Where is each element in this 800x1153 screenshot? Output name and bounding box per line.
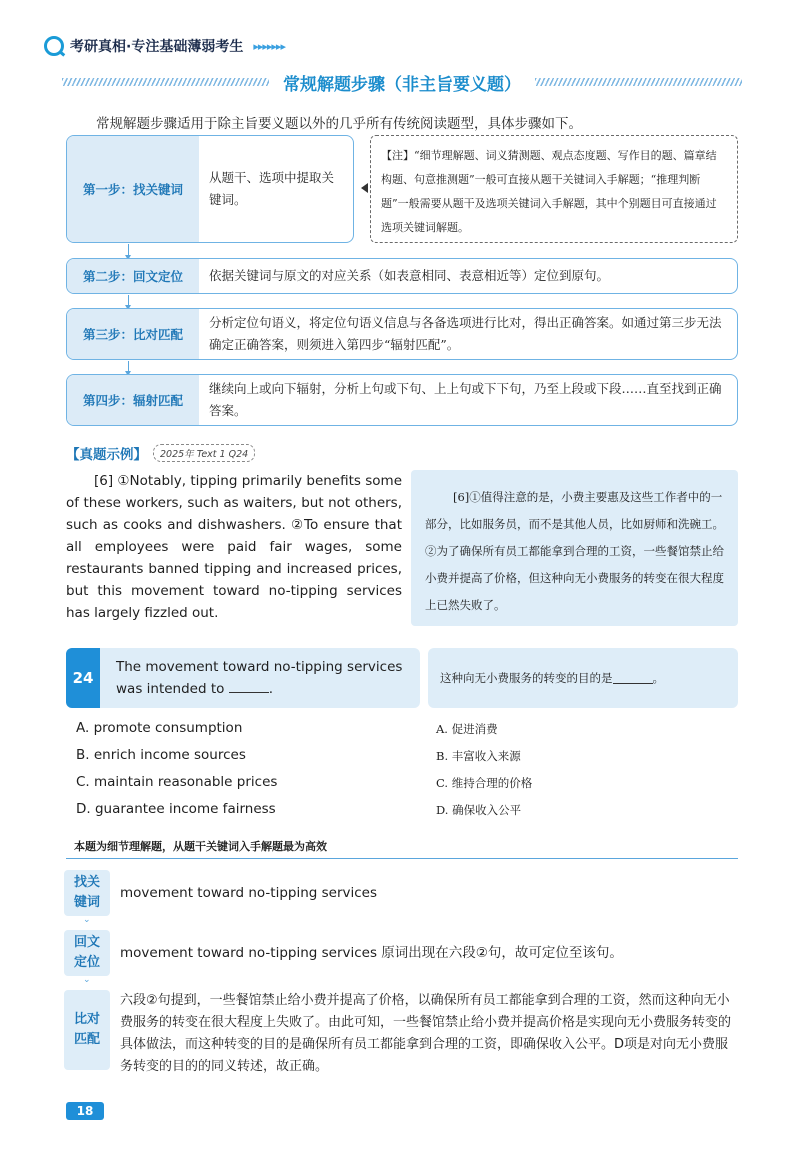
arrows-icon: ▸▸▸▸▸▸▸ bbox=[253, 39, 285, 53]
answer-blank bbox=[229, 680, 269, 694]
passage-english: [6] ①Notably, tipping primarily benefits some of these workers, such as waiters, but not others, such as cooks and dishwashers. ②To ensure that all employees were paid fair wages, some restaurants banned tipping and increased prices, but this movement toward no-tipping services has largely fizzled out. bbox=[66, 473, 402, 621]
label-line: 键词 bbox=[73, 895, 100, 910]
step-label: 第三步：比对匹配 bbox=[67, 309, 199, 359]
stem-end: . bbox=[268, 681, 273, 697]
option-d: D. guarantee income fairness bbox=[76, 801, 276, 817]
option-a: A. promote consumption bbox=[76, 720, 243, 736]
analysis-text: 六段②句提到，一些餐馆禁止给小费并提高了价格，以确保所有员工都能拿到合理的工资，然而这种向无小费服务的转变在很大程度上失败了。由此可知，一些餐馆禁止给小费并提高价格是实现向无小费服务转变的具体做法，而这种转变的目的是确保所有员工都能拿到合理的工资，即确保收入公平。D项是对向无小费服务转变的目的的同义转述，故正确。 bbox=[120, 993, 732, 1074]
step-1 bbox=[66, 135, 354, 243]
step-4 bbox=[66, 374, 738, 426]
intro-text: 常规解题步骤适用于除主旨要义题以外的几乎所有传统阅读题型，具体步骤如下。 bbox=[96, 116, 582, 132]
label-line: 比对 bbox=[73, 1012, 100, 1027]
step-label: 第四步：辐射匹配 bbox=[67, 375, 199, 425]
remark-text: 本题为细节理解题，从题干关键词入手解题最为高效 bbox=[74, 840, 327, 853]
step-text: 依据关键词与原文的对应关系（如表意相同、表意相近等）定位到原句。 bbox=[209, 268, 610, 283]
brand-logo-icon bbox=[44, 36, 64, 56]
question-stem-chinese bbox=[428, 648, 738, 708]
step-text: 分析定位句语义，将定位句语义信息与各备选项进行比对，得出正确答案。如通过第三步无法确定正确答案，则须进入第四步“辐射匹配”。 bbox=[209, 315, 722, 352]
page-header bbox=[44, 36, 285, 56]
option-d-cn: D. 确保收入公平 bbox=[436, 803, 522, 817]
question-stem-english bbox=[100, 648, 420, 708]
step-2 bbox=[66, 258, 738, 294]
option-a-cn: A. 促进消费 bbox=[436, 722, 498, 736]
page-number: 18 bbox=[66, 1102, 104, 1120]
option-b-cn: B. 丰富收入来源 bbox=[436, 749, 521, 763]
step-text: 从题干、选项中提取关键词。 bbox=[209, 170, 335, 207]
passage-chinese: [6]①值得注意的是，小费主要惠及这些工作者中的一部分，比如服务员，而不是其他人员，比如厨师和洗碗工。②为了确保所有员工都能拿到合理的工资，一些餐馆禁止给小费并提高了价格，但这种向无小费服务的转变在很大程度上已然失败了。 bbox=[411, 470, 738, 626]
step-connector bbox=[128, 244, 129, 257]
option-c: C. maintain reasonable prices bbox=[76, 774, 278, 790]
example-header bbox=[66, 443, 255, 463]
step-connector bbox=[128, 361, 129, 373]
step-3 bbox=[66, 308, 738, 360]
step-label: 第一步：找关键词 bbox=[67, 136, 199, 242]
section-title-row bbox=[62, 70, 742, 94]
analysis-text: movement toward no-tipping services bbox=[120, 885, 378, 901]
brand-slogan: 考研真相·专注基础薄弱考生 bbox=[70, 39, 244, 55]
title-hatch-left bbox=[62, 78, 269, 86]
stem-text: The movement toward no-tipping services was intended to bbox=[116, 659, 403, 697]
divider bbox=[66, 858, 738, 859]
analysis-label bbox=[64, 930, 110, 976]
label-line: 回文 bbox=[73, 935, 100, 950]
step-label: 第二步：回文定位 bbox=[67, 259, 199, 293]
source-tag: 2025年 Text 1 Q24 bbox=[153, 444, 255, 462]
section-title: 常规解题步骤（非主旨要义题） bbox=[283, 74, 521, 95]
chevron-down-icon: ⌄ bbox=[83, 915, 91, 925]
question-number: 24 bbox=[66, 648, 100, 708]
stem-end: 。 bbox=[652, 671, 664, 685]
label-line: 找关 bbox=[73, 875, 100, 890]
label-line: 定位 bbox=[73, 955, 100, 970]
title-hatch-right bbox=[535, 78, 742, 86]
note-box: 【注】“细节理解题、词义猜测题、观点态度题、写作目的题、篇章结构题、句意推测题”一般可直接从题干关键词入手解题；“推理判断题”一般需要从题干及选项关键词入手解题，其中个别题目可直接通过选项关键词解题。 bbox=[370, 135, 738, 243]
chevron-down-icon: ⌄ bbox=[83, 975, 91, 985]
analysis-label bbox=[64, 990, 110, 1070]
option-b: B. enrich income sources bbox=[76, 747, 246, 763]
answer-blank bbox=[613, 672, 653, 684]
analysis-label bbox=[64, 870, 110, 916]
example-title: 【真题示例】 bbox=[66, 447, 147, 463]
stem-text: 这种向无小费服务的转变的目的是 bbox=[440, 671, 613, 685]
option-c-cn: C. 维持合理的价格 bbox=[436, 776, 533, 790]
label-line: 匹配 bbox=[73, 1032, 100, 1047]
step-text: 继续向上或向下辐射，分析上句或下句、上上句或下下句，乃至上段或下段……直至找到正确答案。 bbox=[209, 381, 722, 418]
step-connector bbox=[128, 295, 129, 307]
analysis-text: movement toward no-tipping services 原词出现在六段②句，故可定位至该句。 bbox=[120, 945, 623, 961]
pointer-icon bbox=[361, 183, 368, 193]
